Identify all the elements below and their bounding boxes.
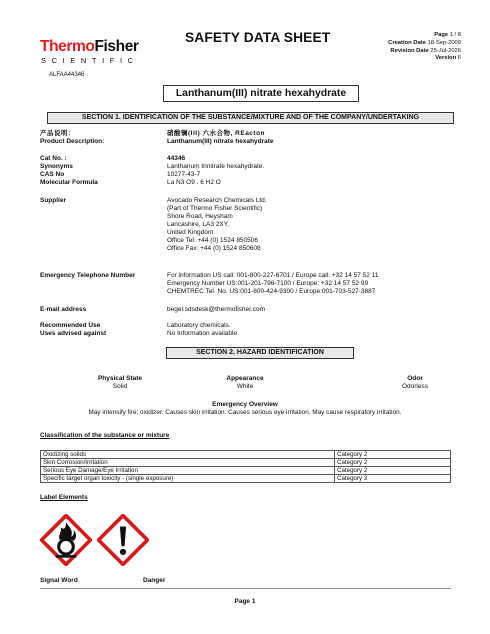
product-title: Lanthanum(III) nitrate hexahydrate bbox=[163, 85, 359, 102]
supplier-label: Supplier bbox=[40, 197, 67, 204]
cat-no-label: Cat No. : bbox=[40, 155, 67, 162]
cn-product-label: 产品说明： bbox=[40, 130, 75, 137]
hazard-category: Category 3 bbox=[335, 475, 451, 483]
recommended-use-label: Recommended Use bbox=[40, 322, 101, 329]
physical-state: Physical State Solid bbox=[97, 375, 143, 390]
section2-heading: SECTION 2. HAZARD IDENTIFICATION bbox=[166, 347, 354, 359]
section1-heading: SECTION 1. IDENTIFICATION OF THE SUBSTANCE/MIXTURE AND OF THE COMPANY/UNDERTAKING bbox=[47, 112, 454, 124]
emergency-phone-label: Emergency Telephone Number bbox=[40, 272, 136, 279]
emergency-phone-line: Emergency Number US:001-201-796-7100 / Europe: +32 14 57 52 99 bbox=[167, 280, 369, 287]
classification-table bbox=[40, 450, 451, 483]
supplier-line: United Kingdom bbox=[167, 229, 214, 236]
page-number: Page 1 bbox=[234, 598, 256, 605]
cat-no-value: 44346 bbox=[167, 155, 186, 162]
exclamation-mark-icon bbox=[97, 514, 149, 566]
hazard-category: Category 2 bbox=[335, 451, 451, 459]
thermo-fisher-logo: ThermoFisher bbox=[40, 38, 139, 55]
label-elements-heading: Label Elements bbox=[40, 494, 88, 501]
uses-advised-against-label: Uses advised against bbox=[40, 330, 107, 337]
document-meta: Page 1 / 8 Creation Date 18-Sep-2009 Revision Date 25-Jul-2026 Version 6 bbox=[388, 32, 461, 62]
signal-word-value: Danger bbox=[143, 577, 166, 584]
appearance: Appearance White bbox=[226, 375, 264, 390]
classification-heading: Classification of the substance or mixture bbox=[40, 432, 170, 439]
cas-no-value: 10277-43-7 bbox=[167, 171, 201, 178]
supplier-line: Office Tel: +44 (0) 1524 850506 bbox=[167, 237, 259, 244]
signal-word-label: Signal Word bbox=[40, 577, 78, 584]
hazard-class: Oxidizing solids bbox=[41, 451, 335, 459]
supplier-line: Shore Road, Heysham bbox=[167, 213, 233, 220]
hazard-category: Category 2 bbox=[335, 459, 451, 467]
cas-no-label: CAS No bbox=[40, 171, 65, 178]
table-row bbox=[41, 459, 451, 467]
table-row bbox=[41, 467, 451, 475]
synonyms-label: Synonyms bbox=[40, 163, 73, 170]
hazard-category: Category 2 bbox=[335, 467, 451, 475]
supplier-line: (Part of Thermo Fisher Scientific) bbox=[167, 205, 263, 212]
molecular-formula-label: Molecular Formula bbox=[40, 179, 98, 186]
logo-scientific-text: SCIENTIFIC bbox=[41, 56, 139, 65]
product-description-label: Product Description: bbox=[40, 138, 105, 145]
hazard-class: Serious Eye Damage/Eye Irritation bbox=[41, 467, 335, 475]
emergency-overview-text: May intensify fire; oxidizer. Causes skin irritation. Causes serious eye irritation. May cause respiratory irritation. bbox=[88, 409, 402, 416]
emergency-phone-line: For information US call: 001-800-227-6701 / Europe call: +32 14 57 52 11 bbox=[167, 272, 379, 279]
email-label: E-mail address bbox=[40, 306, 87, 313]
odor: Odor Odorless bbox=[401, 375, 428, 390]
uses-advised-against-value: No Information available bbox=[167, 330, 238, 337]
molecular-formula-value: La N3 O9 . 6 H2 O bbox=[167, 179, 221, 186]
emergency-overview-heading: Emergency Overview bbox=[212, 401, 278, 408]
footer-divider bbox=[40, 588, 451, 589]
supplier-line: Lancashire, LA3 2XY, bbox=[167, 221, 230, 228]
product-description-value: Lanthanum(III) nitrate hexahydrate bbox=[167, 138, 274, 145]
supplier-line: Office Fax: +44 (0) 1524 850608 bbox=[167, 245, 261, 252]
supplier-line: Avocado Research Chemicals Ltd. bbox=[167, 197, 267, 204]
synonyms-value: Lanthanum trinitrate hexahydrate. bbox=[167, 163, 265, 170]
table-row bbox=[41, 475, 451, 483]
flame-over-circle-icon bbox=[40, 514, 92, 566]
email-value[interactable]: begel.sdsdesk@thermofisher.com bbox=[167, 306, 266, 313]
hazard-class: Specific target organ toxicity - (single exposure) bbox=[41, 475, 335, 483]
table-row bbox=[41, 451, 451, 459]
recommended-use-value: Laboratory chemicals. bbox=[167, 322, 231, 329]
hazard-class: Skin Corrosion/Irritation bbox=[41, 459, 335, 467]
cn-product-value: 硝酸镧(III) 六水合物, REacton bbox=[167, 130, 266, 137]
emergency-phone-line: CHEMTREC Tel. No. US:001-800-424-9300 / Europe:001-703-527-3887 bbox=[167, 288, 376, 295]
document-id: ALFAA44346 bbox=[49, 72, 85, 78]
document-title: SAFETY DATA SHEET bbox=[185, 30, 331, 45]
